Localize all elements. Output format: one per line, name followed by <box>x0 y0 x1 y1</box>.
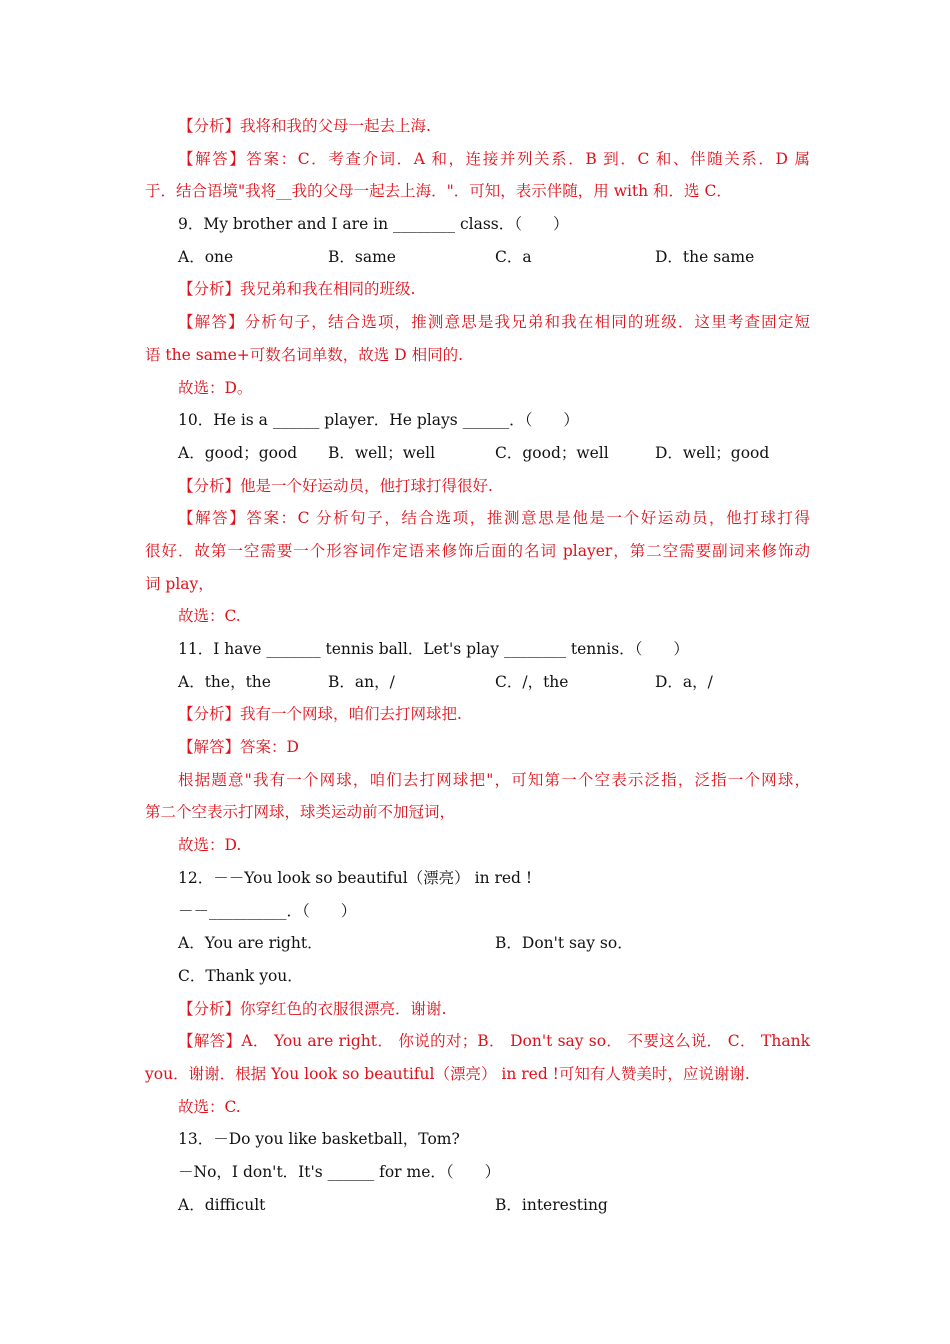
q11-stem: 11．I have _______ tennis ball．Let's play ________ tennis．（ ） <box>178 640 689 658</box>
q12-reply: －－__________．（ ） <box>178 901 357 920</box>
q13-options-row-1 <box>145 1189 810 1222</box>
q10-option-b: B．well；well <box>328 443 436 462</box>
q8-analysis: 【分析】我将和我的父母一起去上海. <box>178 117 431 135</box>
q12-answer-line-1: 【解答】A． You are right． 你说的对；B． Don't say so． 不要这么说． C． Thank <box>178 1032 810 1051</box>
q9-answer-line-1: 【解答】分析句子，结合选项，推测意思是我兄弟和我在相同的班级．这里考查固定短 <box>178 313 810 332</box>
q11-option-b: B．an，/ <box>328 672 395 691</box>
q9-choice: 故选：D。 <box>178 378 253 397</box>
q9-option-b: B．same <box>328 247 396 266</box>
q10-option-c: C．good；well <box>495 443 609 462</box>
q11-options <box>145 666 810 699</box>
q11-option-d: D．a，/ <box>655 672 713 691</box>
q8-answer-line-2: 于．结合语境"我将__我的父母一起去上海．"．可知，表示伴随，用 with 和．选 C． <box>145 182 732 201</box>
q11-reason-line-2: 第二个空表示打网球，球类运动前不加冠词， <box>145 803 456 822</box>
q10-choice: 故选：C. <box>178 607 241 626</box>
q11-analysis: 【分析】我有一个网球，咱们去打网球把. <box>178 705 462 724</box>
q12-analysis: 【分析】你穿红色的衣服很漂亮．谢谢. <box>178 999 447 1018</box>
q12-option-b: B．Don't say so． <box>495 934 633 953</box>
q10-stem: 10．He is a ______ player．He plays ______．（ ） <box>178 411 579 430</box>
q10-answer-line-3: 词 play， <box>145 574 214 593</box>
q11-option-a: A．the，the <box>178 672 271 691</box>
q10-option-d: D．well；good <box>655 443 770 462</box>
q9-stem: 9．My brother and I are in ________ class．（ ） <box>178 215 569 234</box>
q8-answer-line-1: 【解答】答案：C．考查介词．A 和，连接并列关系．B 到．C 和、伴随关系．D 属 <box>178 149 810 168</box>
q9-option-d: D．the same <box>655 247 755 266</box>
q13-reply: －No，I don't．It's ______ for me．（ ） <box>178 1163 501 1181</box>
q9-answer-line-2: 语 the same+可数名词单数，故选 D 相同的. <box>145 345 464 364</box>
q9-options <box>145 241 810 274</box>
q10-options <box>145 437 810 470</box>
q12-options-row-2 <box>145 960 810 993</box>
q12-answer-line-2: you．谢谢．根据 You look so beautiful（漂亮） in red !可知有人赞美时，应说谢谢. <box>145 1064 750 1083</box>
q10-answer-line-2: 很好．故第一空需要一个形容词作定语来修饰后面的名词 player，第二空需要副词来修饰动 <box>145 541 810 560</box>
q10-analysis: 【分析】他是一个好运动员，他打球打得很好. <box>178 476 493 495</box>
q12-option-c: C．Thank you． <box>178 966 303 985</box>
document-page <box>145 110 810 1221</box>
q9-option-c: C．a <box>495 247 532 266</box>
q12-choice: 故选：C. <box>178 1097 241 1116</box>
q12-stem: 12．－－You look so beautiful（漂亮） in red ! <box>178 868 533 887</box>
q9-analysis: 【分析】我兄弟和我在相同的班级. <box>178 280 416 299</box>
q12-option-a: A．You are right． <box>178 934 323 953</box>
q13-option-a: A．difficult <box>178 1195 266 1214</box>
q11-reason-line-1: 根据题意"我有一个网球，咱们去打网球把"，可知第一个空表示泛指，泛指一个网球， <box>178 770 810 789</box>
q11-option-c: C．/，the <box>495 672 569 691</box>
q10-answer-line-1: 【解答】答案：C 分析句子，结合选项，推测意思是他是一个好运动员，他打球打得 <box>178 509 810 528</box>
q10-option-a: A．good；good <box>178 443 298 462</box>
q12-options-row-1 <box>145 927 810 960</box>
q11-answer: 【解答】答案：D <box>178 738 299 757</box>
q11-choice: 故选：D. <box>178 836 242 855</box>
q13-stem: 13．－Do you like basketball，Tom? <box>178 1130 460 1149</box>
q13-option-b: B．interesting <box>495 1195 608 1214</box>
q9-option-a: A．one <box>178 247 234 266</box>
